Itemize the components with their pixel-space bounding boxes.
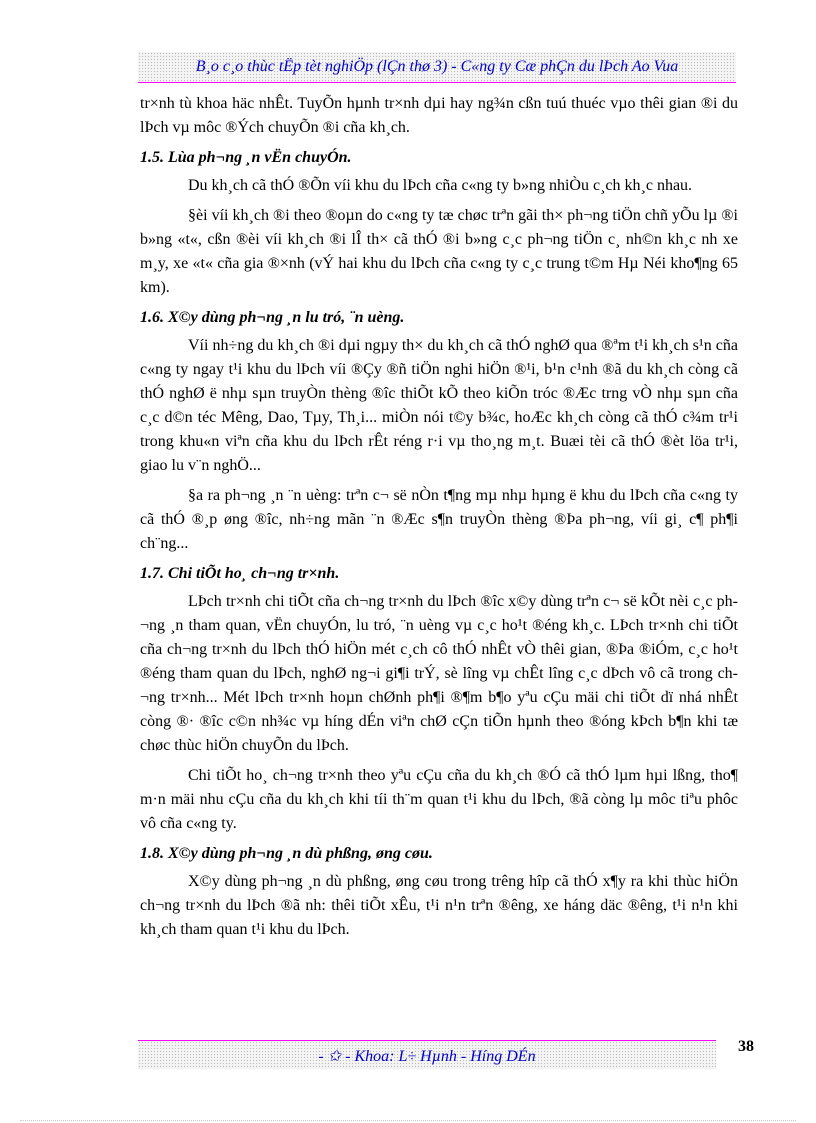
paragraph: §a ra ph¬ng ¸n ¨n uèng: trªn c¬ së nÒn t¶ng mµ nhµ hµng ë khu du lÞch cña c«ng ty cã thÓ ®¸p øng ®îc, nh÷ng mãn ¨n ®Æc s¶n truyÒn thèng ®Þa ph¬ng, víi gi¸ c¶ ph¶i ch¨ng... — [140, 487, 738, 552]
header-title: B¸o c¸o thùc tËp tèt nghiÖp (lÇn thø 3) - C«ng ty Cæ phÇn du lÞch Ao Vua — [195, 58, 679, 75]
running-footer — [138, 1040, 716, 1069]
paragraph: X©y dùng ph¬ng ¸n dù phßng, øng cøu trong trêng hîp cã thÓ x¶y ra khi thùc hiÖn ch¬ng tr×nh du lÞch ®ã nh: thêi tiÕt xÊu, t¹i n¹n trªn ®êng, xe háng däc ®êng, t¹i n¹n khi kh¸ch tham quan t¹i khu du lÞch. — [140, 873, 738, 938]
paragraph: Víi nh÷ng du kh¸ch ®i dµi ngµy th× du kh¸ch cã thÓ nghØ qua ®ªm t¹i kh¸ch s¹n cña c«ng ty ngay t¹i khu du lÞch víi ®Çy ®ñ tiÖn nghi hiÖn ®¹i, b¹n c¹nh ®ã du kh¸ch còng cã thÓ nghØ ë nhµ sµn truyÒn thèng ®îc thiÕt kÕ theo kiÕn tróc ®Æc trng vÒ nhµ sµn cña c¸c d©n téc Mêng, Dao, Tµy, Th¸i... miÒn nói t©y b¾c, hoÆc kh¸ch còng cã thÓ c¾m tr¹i trong khu«n viªn cña khu du lÞch rÊt réng r·i vµ tho¸ng m¸t. Buæi tèi cã thÓ ®èt löa tr¹i, giao lu v¨n nghÖ... — [140, 337, 738, 474]
paragraph: tr×nh tù khoa häc nhÊt. TuyÕn hµnh tr×nh dµi hay ng¾n cßn tuú thuéc vµo thêi gian ®i du lÞch vµ môc ®Ých chuyÕn ®i cña kh¸ch. — [140, 95, 738, 136]
paragraph: Du kh¸ch cã thÓ ®Õn víi khu du lÞch cña c«ng ty b»ng nhiÒu c¸ch kh¸c nhau. — [188, 177, 693, 194]
running-header — [138, 52, 736, 83]
paragraph: §èi víi kh¸ch ®i theo ®oµn do c«ng ty tæ chøc trªn gãi th× ph¬ng tiÖn chñ yÕu lµ ®i b»ng «t«, cßn ®èi víi kh¸ch ®i lÎ th× cã thÓ ®i b»ng c¸c ph¬ng tiÖn c¸ nh©n kh¸c nh xe m¸y, xe «t« cña gia ®×nh (vÝ hai khu du lÞch cña c«ng ty c¸c trung t©m Hµ Néi kho¶ng 65 km). — [140, 207, 738, 296]
paragraph: Chi tiÕt ho¸ ch¬ng tr×nh theo yªu cÇu cña du kh¸ch ®Ó cã thÓ lµm hµi lßng, tho¶ m·n mäi nhu cÇu cña du kh¸ch khi tíi th¨m quan t¹i khu du lÞch, ®ã còng lµ môc tiªu phôc vô cña c«ng ty. — [140, 767, 738, 832]
section-heading-1-6: 1.6. X©y dùng ph¬ng ¸n lu tró, ¨n uèng. — [140, 309, 405, 326]
paragraph: LÞch tr×nh chi tiÕt cña ch¬ng tr×nh du lÞch ®îc x©y dùng trªn c¬ së kÕt nèi c¸c ph¬ng ¸n tham quan, vËn chuyÓn, lu tró, ¨n uèng vµ c¸c ho¹t ®éng kh¸c. LÞch tr×nh chi tiÕt cña ch¬ng tr×nh du lÞch thÓ hiÖn mét c¸ch cô thÓ nhÊt vÒ thêi gian, ®Þa ®iÓm, c¸c ho¹t ®éng tham quan du lÞch, nghØ ng¬i gi¶i trÝ, sè lîng vµ chÊt lîng c¸c dÞch vô cã trong ch¬ng tr×nh... Mét lÞch tr×nh hoµn chØnh ph¶i ®¶m b¶o yªu cÇu mäi chi tiÕt dï nhá nhÊt còng ®· ®îc c©n nh¾c vµ híng dÉn viªn chØ cÇn tiÕn hµnh theo ®óng kÞch b¶n khi tæ chøc thùc hiÖn chuyÕn du lÞch. — [140, 593, 738, 754]
body-text — [140, 92, 738, 948]
section-heading-1-8: 1.8. X©y dùng ph¬ng ¸n dù phßng, øng cøu. — [140, 845, 433, 862]
section-heading-1-5: 1.5. Lùa ph¬ng ¸n vËn chuyÓn. — [140, 149, 352, 166]
footer-text: - ✩ - Khoa: L÷ Hµnh - Híng DÉn — [318, 1048, 536, 1065]
page-edge-divider — [20, 1120, 796, 1121]
section-heading-1-7: 1.7. Chi tiÕt ho¸ ch¬ng tr×nh. — [140, 565, 340, 582]
page-number: 38 — [738, 1038, 754, 1055]
